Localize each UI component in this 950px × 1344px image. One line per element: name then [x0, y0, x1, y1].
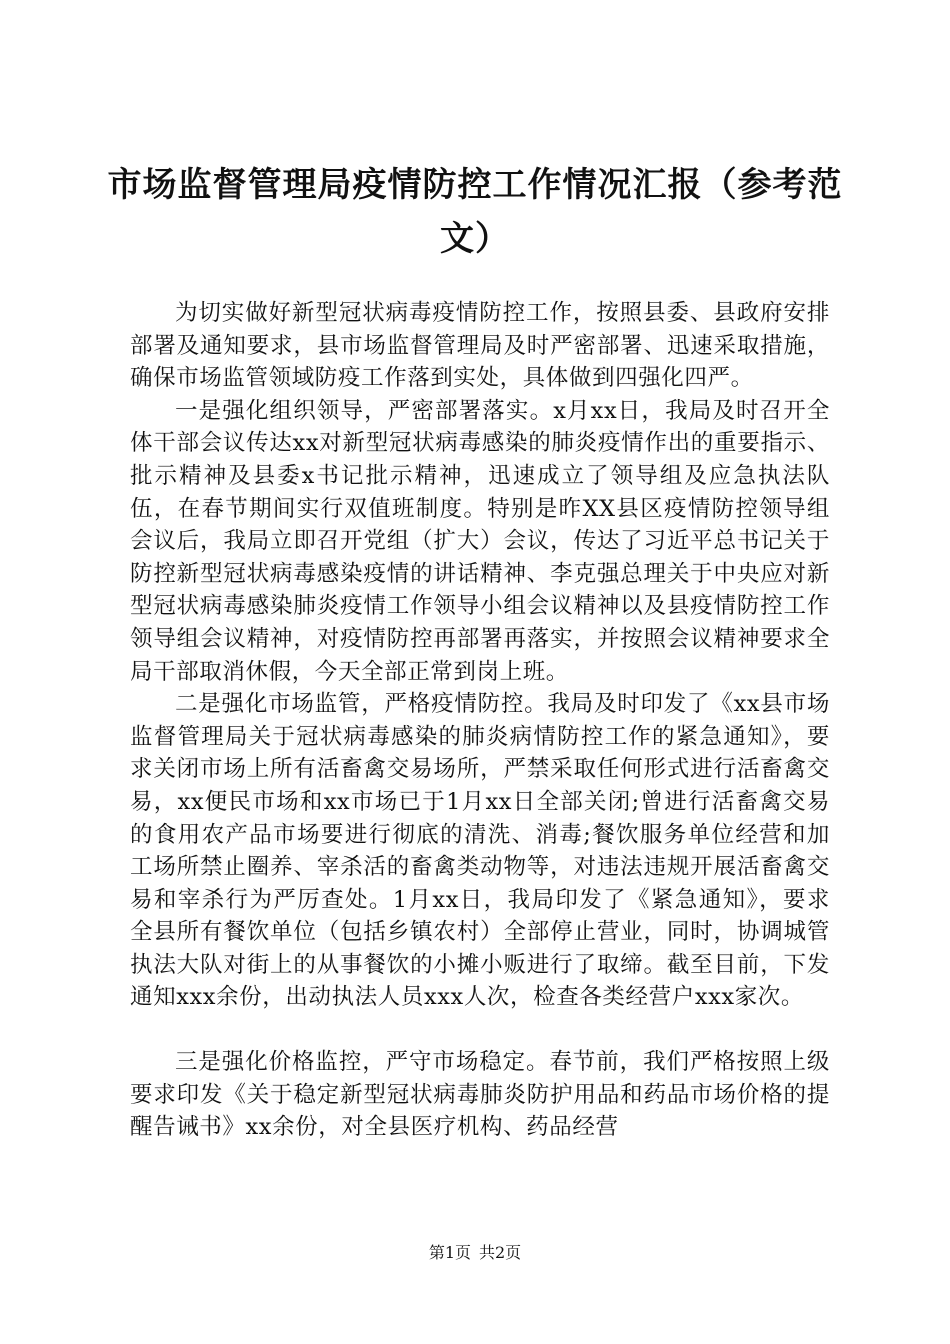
paragraph-price-monitoring: 三是强化价格监控，严守市场稳定。春节前，我们严格按照上级要求印发《关于稳定新型冠状病毒肺炎防护用品和药品市场价格的提醒告诫书》xx余份，对全县医疗机构、药品经营	[130, 1049, 830, 1141]
paragraph-market-supervision: 二是强化市场监管，严格疫情防控。我局及时印发了《xx县市场监督管理局关于冠状病毒感染的肺炎病情防控工作的紧急通知》，要求关闭市场上所有活畜禽交易场所，严禁采取任何形式进行活畜禽交易，xx便民市场和xx市场已于1月xx日全部关闭;曾进行活畜禽交易的食用农产品市场要进行彻底的清洗、消毒;餐饮服务单位经营和加工场所禁止圈养、宰杀活的畜禽类动物等，对违法违规开展活畜禽交易和宰杀行为严厉查处。1月xx日，我局印发了《紧急通知》，要求全县所有餐饮单位（包括乡镇农村）全部停止营业，同时，协调城管执法大队对街上的从事餐饮的小摊小贩进行了取缔。截至目前，下发通知xxx余份，出动执法人员xxx人次，检查各类经营户xxx家次。	[130, 691, 830, 1011]
page-number: 第1页	[428, 1243, 471, 1262]
paragraph-spacer	[130, 1014, 830, 1046]
page-total: 共2页	[479, 1243, 522, 1262]
paragraph-intro: 为切实做好新型冠状病毒疫情防控工作，按照县委、县政府安排部署及通知要求，县市场监督管理局及时严密部署、迅速采取措施，确保市场监管领域防疫工作落到实处，具体做到四强化四严。	[130, 300, 830, 392]
paragraph-organization: 一是强化组织领导，严密部署落实。x月xx日，我局及时召开全体干部会议传达xx对新型冠状病毒感染的肺炎疫情作出的重要指示、批示精神及县委x书记批示精神，迅速成立了领导组及应急执法队伍，在春节期间实行双值班制度。特别是昨XX县区疫情防控领导组会议后，我局立即召开党组（扩大）会议，传达了习近平总书记关于防控新型冠状病毒感染疫情的讲话精神、李克强总理关于中央应对新型冠状病毒感染肺炎疫情工作领导小组会议精神以及县疫情防控工作领导组会议精神，对疫情防控再部署再落实，并按照会议精神要求全局干部取消休假，今天全部正常到岗上班。	[130, 397, 830, 685]
page-footer	[0, 1242, 950, 1264]
document-body	[130, 297, 830, 1144]
document-title: 市场监督管理局疫情防控工作情况汇报（参考范文）	[107, 165, 843, 259]
